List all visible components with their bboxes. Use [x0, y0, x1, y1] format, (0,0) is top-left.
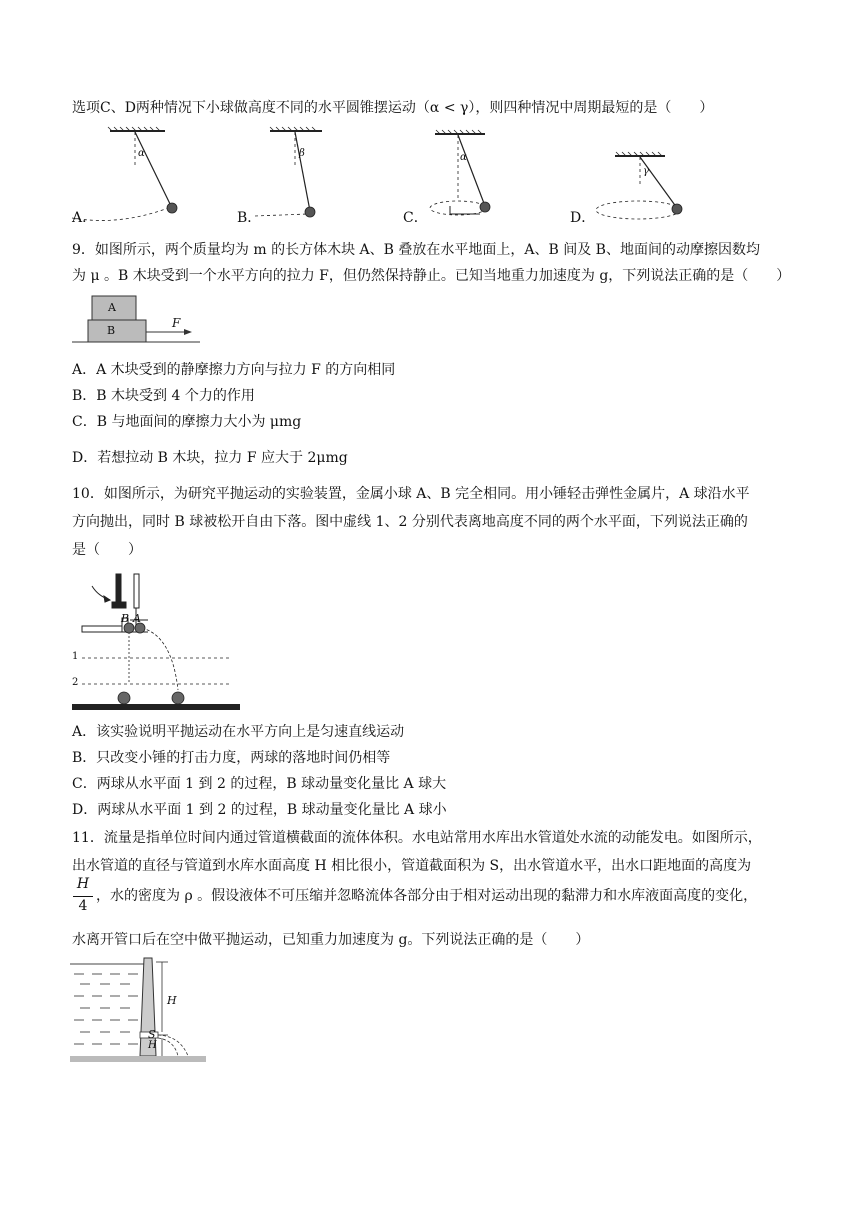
- q10-stem-line3: 是（ ）: [72, 542, 142, 558]
- block-b-label: B: [107, 324, 116, 337]
- ball-b-label: B: [121, 612, 130, 625]
- bob-d: [672, 204, 682, 214]
- level-2-label: 2: [72, 677, 79, 688]
- q11-reservoir-figure: [70, 956, 210, 1066]
- q8-option-d[interactable]: D．: [570, 210, 596, 226]
- q10-stem-line1: 10．如图所示，为研究平抛运动的实验装置，金属小球 A、B 完全相同。用小锤轻击弹性金属片，A 球沿水平: [72, 486, 750, 502]
- q8-pendulum-figures: [60, 126, 740, 226]
- bob-a: [167, 203, 177, 213]
- q11-stem-line4: 水离开管口后在空中做平抛运动，已知重力加速度为 g。下列说法正确的是（ ）: [72, 932, 590, 948]
- angle-label-a: α: [138, 148, 145, 159]
- level-1-label: 1: [72, 651, 79, 662]
- q8-intro: 选项C、D两种情况下小球做高度不同的水平圆锥摆运动（α < γ），则四种情况中周期最短的是（ ）: [72, 100, 714, 116]
- bob-b: [305, 207, 315, 217]
- q11-stem-line1: 11．流量是指单位时间内通过管道横截面的流体体积。水电站常用水库出水管道处水流的动能发电。如图所示，: [72, 830, 762, 846]
- q10-option-d[interactable]: D．两球从水平面 1 到 2 的过程，B 球动量变化量比 A 球小: [72, 802, 447, 818]
- q9-blocks-figure: [72, 294, 202, 348]
- q11-stem-line3: ，水的密度为 ρ 。假设液体不可压缩并忽略流体各部分由于相对运动出现的黏滞力和水库液面高度的变化，: [96, 888, 758, 904]
- ball-a-label: A: [133, 612, 141, 625]
- q8-option-b[interactable]: B．: [237, 210, 262, 226]
- q10-option-a[interactable]: A．该实验说明平抛运动在水平方向上是匀速直线运动: [72, 724, 405, 740]
- q11-fraction-denominator: 4: [78, 898, 88, 914]
- q10-option-c[interactable]: C．两球从水平面 1 到 2 的过程，B 球动量变化量比 A 球大: [72, 776, 447, 792]
- q10-stem-line2: 方向抛出，同时 B 球被松开自由下落。图中虚线 1、2 分别代表离地高度不同的两个水平面，下列说法正确的: [72, 514, 748, 530]
- q9-stem-line2: 为 μ 。B 木块受到一个水平方向的拉力 F，但仍然保持静止。已知当地重力加速度为 g，下列说法正确的是（ ）: [72, 268, 791, 284]
- bob-c: [480, 202, 490, 212]
- angle-label-b: β: [299, 148, 305, 159]
- q9-option-d[interactable]: D．若想拉动 B 木块，拉力 F 应大于 2μmg: [72, 450, 348, 466]
- q9-option-c[interactable]: C．B 与地面间的摩擦力大小为 μmg: [72, 414, 302, 430]
- q8-option-c[interactable]: C．: [403, 210, 428, 226]
- h-label: H: [167, 994, 177, 1007]
- h4-label: H: [148, 1040, 157, 1051]
- s-label: S: [148, 1028, 156, 1041]
- q9-option-a[interactable]: A．A 木块受到的静摩擦力方向与拉力 F 的方向相同: [72, 362, 396, 378]
- q11-fraction-bar: [73, 896, 93, 897]
- q11-fraction-numerator: H: [76, 876, 90, 892]
- q10-apparatus-figure: [72, 572, 242, 712]
- q9-option-b[interactable]: B．B 木块受到 4 个力的作用: [72, 388, 255, 404]
- q10-option-b[interactable]: B．只改变小锤的打击力度，两球的落地时间仍相等: [72, 750, 391, 766]
- force-f-label: F: [172, 316, 181, 330]
- q11-stem-line2: 出水管道的直径与管道到水库水面高度 H 相比很小，管道截面积为 S，出水管道水平，出水口距地面的高度为: [72, 858, 752, 874]
- angle-label-d: γ: [643, 166, 649, 177]
- q8-option-a[interactable]: A．: [72, 210, 97, 226]
- block-a-label: A: [108, 301, 116, 314]
- angle-label-c: α: [460, 152, 467, 163]
- q9-stem-line1: 9．如图所示，两个质量均为 m 的长方体木块 A、B 叠放在水平地面上，A、B 间及 B、地面间的动摩擦因数均: [72, 242, 760, 258]
